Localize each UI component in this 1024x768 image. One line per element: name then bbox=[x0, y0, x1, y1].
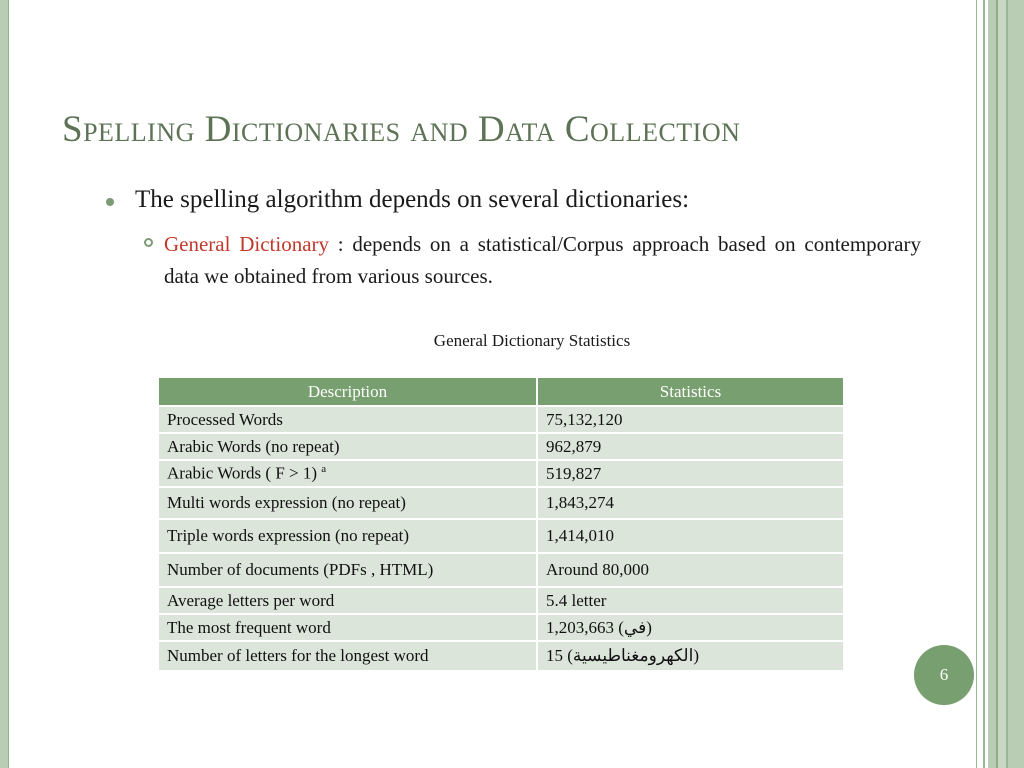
table-row bbox=[158, 487, 844, 519]
row-value: 519,827 bbox=[537, 460, 844, 487]
row-description: Processed Words bbox=[158, 406, 537, 433]
bullet-highlight-term: General Dictionary bbox=[164, 232, 330, 256]
left-border-line bbox=[8, 0, 9, 768]
table-caption: General Dictionary Statistics bbox=[433, 331, 631, 350]
row-description: Arabic Words ( F > 1) $^a$ bbox=[158, 460, 537, 487]
bullet-level-2 bbox=[164, 228, 921, 292]
table-row bbox=[158, 553, 844, 587]
row-value: 15 (الكهرومغناطيسية) bbox=[537, 641, 844, 671]
row-description: Number of documents (PDFs , HTML) bbox=[158, 553, 537, 587]
row-value: 1,843,274 bbox=[537, 487, 844, 519]
table-row bbox=[158, 587, 844, 614]
bullet-body-text: : depends on a statistical/Corpus approach based on contemporary data we obtained from various sources. bbox=[164, 232, 921, 288]
row-description: Arabic Words (no repeat) bbox=[158, 433, 537, 460]
bullet-dot-icon bbox=[106, 198, 114, 206]
row-description: Multi words expression (no repeat) bbox=[158, 487, 537, 519]
row-value: 5.4 letter bbox=[537, 587, 844, 614]
row-value: Around 80,000 bbox=[537, 553, 844, 587]
slide-title: Spelling Dictionaries and Data Collection bbox=[62, 109, 741, 150]
table-row bbox=[158, 460, 844, 487]
footnote-marker: a bbox=[321, 463, 327, 476]
bullet-level-1: The spelling algorithm depends on several dictionaries: bbox=[135, 186, 690, 213]
row-value: 962,879 bbox=[537, 433, 844, 460]
table-row bbox=[158, 614, 844, 641]
table-header-row bbox=[158, 377, 844, 406]
row-description: Triple words expression (no repeat) bbox=[158, 519, 537, 553]
bullet-ring-icon bbox=[144, 238, 153, 247]
row-value: 1,414,010 bbox=[537, 519, 844, 553]
table-row bbox=[158, 641, 844, 671]
row-description: Average letters per word bbox=[158, 587, 537, 614]
row-value: 1,203,663 (في) bbox=[537, 614, 844, 641]
row-description: The most frequent word bbox=[158, 614, 537, 641]
header-statistics: Statistics bbox=[537, 377, 844, 406]
page-number-badge: 6 bbox=[914, 645, 974, 705]
right-stripe-decoration bbox=[976, 0, 1024, 768]
header-description: Description bbox=[158, 377, 537, 406]
row-description: Number of letters for the longest word bbox=[158, 641, 537, 671]
statistics-table bbox=[157, 376, 845, 672]
left-border-decoration bbox=[0, 0, 8, 768]
table-row bbox=[158, 519, 844, 553]
table-row bbox=[158, 433, 844, 460]
row-value: 75,132,120 bbox=[537, 406, 844, 433]
table-row bbox=[158, 406, 844, 433]
